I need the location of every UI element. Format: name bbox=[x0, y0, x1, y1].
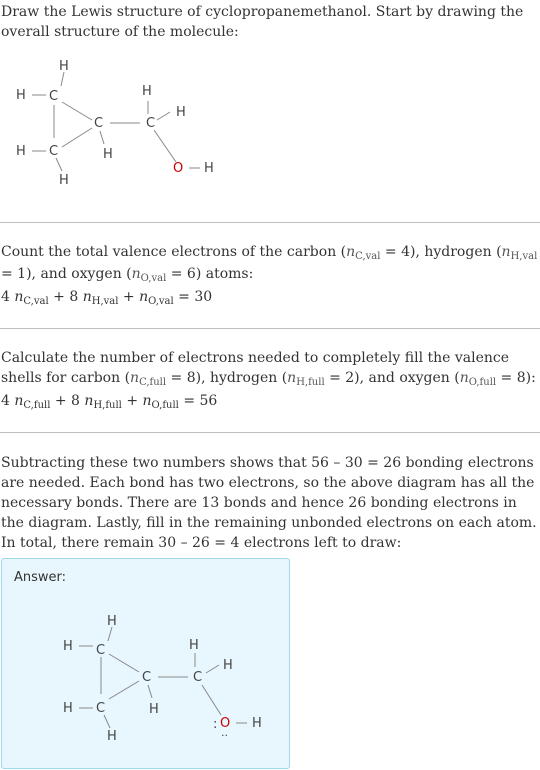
atom-h6: H bbox=[142, 84, 152, 99]
intro-text: Draw the Lewis structure of cyclopropanemethanol. Start by drawing the overall structure of the molecule: bbox=[1, 4, 524, 40]
lewis-atom-h5: H bbox=[149, 702, 159, 717]
divider-1 bbox=[0, 222, 540, 223]
atom-h4: H bbox=[59, 173, 69, 188]
atom-c3: C bbox=[49, 144, 59, 159]
divider-3 bbox=[0, 432, 540, 433]
step3-equation: 4 $n_{C,full} + 8$ $n_{H,full} + n_{O,full} = 56$ bbox=[1, 393, 218, 411]
lewis-atom-c2: C bbox=[142, 670, 152, 685]
answer-box bbox=[1, 558, 290, 769]
atom-h3: H bbox=[16, 144, 26, 159]
atom-h8: H bbox=[204, 161, 214, 176]
lewis-atom-h2: H bbox=[63, 639, 73, 654]
lewis-atom-c4: C bbox=[193, 670, 203, 685]
lone-pair-left: : bbox=[213, 717, 218, 732]
atom-h5: H bbox=[103, 147, 113, 162]
lone-pair-below: ·· bbox=[221, 729, 228, 742]
lewis-atom-o: O bbox=[220, 716, 231, 731]
lewis-atom-c3: C bbox=[96, 701, 106, 716]
lewis-structure-diagram bbox=[2, 609, 289, 769]
lewis-atom-h8: H bbox=[252, 716, 262, 731]
atom-c4: C bbox=[146, 116, 156, 131]
atom-o: O bbox=[173, 161, 184, 176]
molecule-diagram bbox=[0, 50, 240, 200]
lewis-atom-h4: H bbox=[107, 729, 117, 744]
step4-text: Subtracting these two numbers shows that 56 – 30 = 26 bonding electrons are needed. Each bond has two electrons, so the above diagram has all the necessary bonds. There are 13 bonds and hence 26 bonding electrons in the diagram. Lastly, fill in the remaining unbonded electrons on each atom. In total, there remain 30 – 26 = 4 electrons left to draw: bbox=[1, 455, 537, 551]
step3-text: Calculate the number of electrons needed to completely fill the valence shells for carbon $(n_{C,full} = 8)$, hydrogen $(n_{H,full} = 2)$, and oxygen $(n_{O,full} = 8)$: bbox=[1, 350, 536, 388]
step2-text: Count the total valence electrons of the carbon $(n_{C,val} = 4)$, hydrogen $(n_{H,val} = 1)$, and oxygen $(n_{O,val} = 6)$ atoms: bbox=[1, 244, 538, 284]
answer-label: Answer: bbox=[14, 570, 67, 585]
lewis-atom-h1: H bbox=[107, 614, 117, 629]
step2-equation: 4 $n_{C,val} + 8$ $n_{H,val} + n_{O,val} = 30$ bbox=[1, 289, 213, 307]
lewis-atom-c1: C bbox=[96, 643, 106, 658]
atom-h1: H bbox=[59, 59, 69, 74]
divider-2 bbox=[0, 328, 540, 329]
lewis-atom-h3: H bbox=[63, 701, 73, 716]
lewis-atom-h7: H bbox=[223, 658, 233, 673]
atom-h7: H bbox=[176, 105, 186, 120]
atom-h2: H bbox=[16, 88, 26, 103]
atom-c2: C bbox=[94, 116, 104, 131]
lewis-atom-h6: H bbox=[189, 638, 199, 653]
atom-c1: C bbox=[49, 89, 59, 104]
